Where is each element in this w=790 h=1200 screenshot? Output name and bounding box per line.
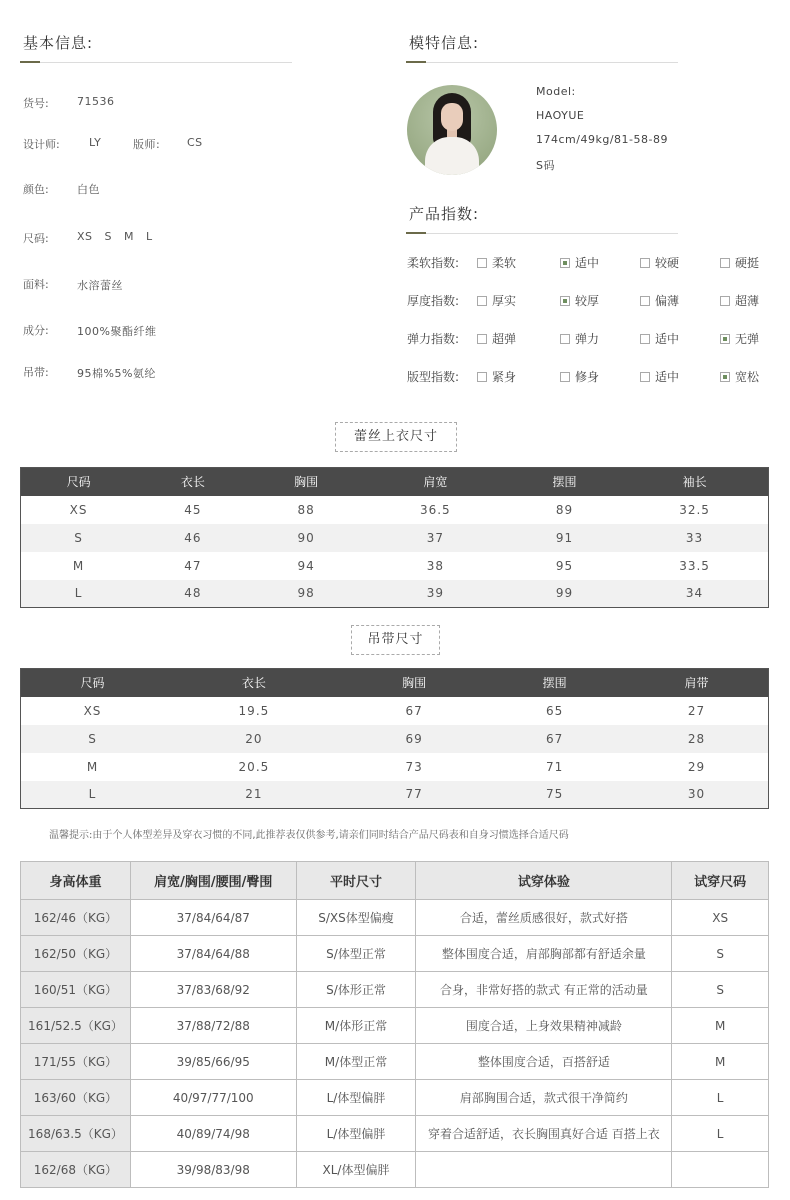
table-cell: 39 xyxy=(363,580,508,608)
table-cell: 46 xyxy=(136,524,249,552)
table-row xyxy=(21,697,769,725)
index-option xyxy=(560,292,599,309)
table-cell: 67 xyxy=(405,703,423,718)
table-cell: 合适，蕾丝质感很好，款式好搭 xyxy=(416,900,672,936)
table-cell: 37 xyxy=(363,524,508,552)
table-cell: S xyxy=(21,725,165,753)
model-info-accent xyxy=(406,61,426,63)
unchecked-box-icon xyxy=(720,258,730,268)
table-cell: 162/50（KG） xyxy=(21,936,131,972)
index-option xyxy=(720,254,759,271)
size-value: XS S M L xyxy=(77,230,153,243)
strap-label: 吊带: xyxy=(23,366,49,379)
table-cell: 75 xyxy=(484,781,625,809)
table-cell: 20.5 xyxy=(238,759,270,774)
table-cell: 71 xyxy=(546,759,564,774)
model-info-title: 模特信息: xyxy=(409,34,480,52)
index-option xyxy=(720,368,759,385)
unchecked-box-icon xyxy=(560,372,570,382)
table-cell: S/XS体型偏瘦 xyxy=(296,900,416,936)
table-cell: L xyxy=(21,781,165,809)
table-cell: 162/68（KG） xyxy=(21,1152,131,1188)
table-cell: 29 xyxy=(687,759,706,774)
index-option xyxy=(477,292,516,309)
table-cell: 20 xyxy=(164,725,344,753)
table-cell: L xyxy=(672,1116,769,1152)
column-header: 尺码 xyxy=(21,669,165,697)
table-cell: 47 xyxy=(184,558,202,573)
table-cell: 合身，非常好搭的款式 有正常的活动量 xyxy=(416,972,672,1008)
table-cell: 73 xyxy=(405,759,423,774)
table-cell: 19.5 xyxy=(238,703,270,718)
table-cell: 91 xyxy=(508,524,621,552)
basic-info-title: 基本信息: xyxy=(23,34,94,52)
table-cell: 161/52.5（KG） xyxy=(21,1008,131,1044)
column-header: 肩宽 xyxy=(363,468,508,496)
table-cell: S/体型正常 xyxy=(296,936,416,972)
column-header: 肩带 xyxy=(625,669,769,697)
table-cell: 38 xyxy=(426,558,444,573)
index-option-label: 柔软 xyxy=(492,256,517,270)
table-cell: 77 xyxy=(344,781,485,809)
unchecked-box-icon xyxy=(640,258,650,268)
table-cell: S xyxy=(672,972,769,1008)
index-option-label: 适中 xyxy=(575,256,600,270)
table-cell: 67 xyxy=(484,725,625,753)
table-cell: 33 xyxy=(621,524,768,552)
table-cell: 98 xyxy=(250,580,363,608)
composition-value: 100%聚酯纤维 xyxy=(77,325,157,338)
table-cell: S xyxy=(21,524,137,552)
table-cell: M/体形正常 xyxy=(296,1008,416,1044)
table-cell: 171/55（KG） xyxy=(21,1044,131,1080)
table-cell: 37/83/68/92 xyxy=(130,972,296,1008)
index-option-label: 硬挺 xyxy=(735,256,760,270)
column-header: 胸围 xyxy=(344,669,485,697)
table-cell: 30 xyxy=(625,781,769,809)
index-option xyxy=(640,292,679,309)
table-row xyxy=(21,781,769,809)
table-cell: 160/51（KG） xyxy=(21,972,131,1008)
product-index-divider xyxy=(406,233,678,234)
product-index-accent xyxy=(406,232,426,234)
table-cell xyxy=(416,1152,672,1188)
unchecked-box-icon xyxy=(640,334,650,344)
designer-label: 设计师: xyxy=(23,138,60,151)
index-option xyxy=(477,254,516,271)
index-option xyxy=(720,330,759,347)
unchecked-box-icon xyxy=(477,258,487,268)
table-row xyxy=(21,972,769,1008)
table-cell: L xyxy=(21,580,137,608)
unchecked-box-icon xyxy=(640,296,650,306)
table-cell: M/体型正常 xyxy=(296,1044,416,1080)
composition-label: 成分: xyxy=(23,324,49,337)
table-cell: 21 xyxy=(164,781,344,809)
table-cell: 穿着合适舒适，衣长胸围真好合适 百搭上衣 xyxy=(416,1116,672,1152)
column-header: 袖长 xyxy=(621,468,768,496)
unchecked-box-icon xyxy=(477,372,487,382)
table-cell: 34 xyxy=(621,580,768,608)
basic-info-divider xyxy=(20,62,292,63)
size-tip: 温馨提示:由于个人体型差异及穿衣习惯的不同,此推荐表仅供参考,请亲们同时结合产品尺码表和自身习惯选择合适尺码 xyxy=(49,830,569,841)
table-cell: 36.5 xyxy=(419,502,451,517)
unchecked-box-icon xyxy=(640,372,650,382)
table-cell: XL/体型偏胖 xyxy=(296,1152,416,1188)
table-row xyxy=(21,496,769,524)
index-option-label: 厚实 xyxy=(492,294,517,308)
column-header: 平时尺寸 xyxy=(296,862,416,900)
fabric-label: 面料: xyxy=(23,278,49,291)
column-header: 试穿尺码 xyxy=(672,862,769,900)
table-cell: 45 xyxy=(184,502,202,517)
table-cell: M xyxy=(672,1008,769,1044)
index-option xyxy=(560,254,599,271)
column-header: 衣长 xyxy=(136,468,249,496)
column-header: 摆围 xyxy=(508,468,621,496)
index-option xyxy=(560,330,599,347)
column-header: 衣长 xyxy=(164,669,344,697)
unchecked-box-icon xyxy=(720,296,730,306)
index-option xyxy=(477,330,516,347)
index-row-label: 柔软指数: xyxy=(407,256,460,270)
table-cell: 168/63.5（KG） xyxy=(21,1116,131,1152)
table-cell: 37/84/64/87 xyxy=(130,900,296,936)
table-cell: 48 xyxy=(136,580,249,608)
table-cell: 27 xyxy=(687,703,706,718)
table-row xyxy=(21,725,769,753)
table-row xyxy=(21,552,769,580)
unchecked-box-icon xyxy=(477,296,487,306)
column-header: 身高体重 xyxy=(21,862,131,900)
size-label: 尺码: xyxy=(23,232,49,245)
column-header: 尺码 xyxy=(21,468,137,496)
table-cell: 28 xyxy=(625,725,769,753)
index-row-label: 厚度指数: xyxy=(407,294,460,308)
model-info-divider xyxy=(406,62,678,63)
table-row xyxy=(21,1116,769,1152)
index-option xyxy=(477,368,516,385)
table-row xyxy=(21,753,769,781)
index-option-label: 弹力 xyxy=(575,332,600,346)
table-row xyxy=(21,524,769,552)
table-cell: L/体型偏胖 xyxy=(296,1116,416,1152)
column-header: 试穿体验 xyxy=(416,862,672,900)
table-cell: 65 xyxy=(546,703,564,718)
table-cell: 40/97/77/100 xyxy=(130,1080,296,1116)
unchecked-box-icon xyxy=(560,334,570,344)
checked-box-icon xyxy=(560,296,570,306)
fit-experience-table xyxy=(20,861,769,1188)
index-row-label: 版型指数: xyxy=(407,370,460,384)
model-stats: 174cm/49kg/81-58-89 xyxy=(536,133,668,146)
checked-box-icon xyxy=(720,372,730,382)
model-label: Model: xyxy=(536,85,576,98)
color-label: 颜色: xyxy=(23,183,49,196)
table-cell: 围度合适，上身效果精神减龄 xyxy=(416,1008,672,1044)
column-header: 肩宽/胸围/腰围/臀围 xyxy=(130,862,296,900)
table-cell: L xyxy=(672,1080,769,1116)
index-row-label: 弹力指数: xyxy=(407,332,460,346)
table-cell: 39/98/83/98 xyxy=(130,1152,296,1188)
designer-value: LY xyxy=(89,136,102,149)
table-row xyxy=(21,936,769,972)
index-option-label: 较厚 xyxy=(575,294,600,308)
table-cell: 37/84/64/88 xyxy=(130,936,296,972)
table-cell: 32.5 xyxy=(679,502,710,517)
table-cell: XS xyxy=(672,900,769,936)
index-option-label: 无弹 xyxy=(735,332,760,346)
table-cell: XS xyxy=(83,703,102,718)
color-value: 白色 xyxy=(77,183,100,196)
item-no-label: 货号: xyxy=(23,97,49,110)
table-cell: 33.5 xyxy=(679,558,710,573)
column-header: 胸围 xyxy=(250,468,363,496)
table-cell: 94 xyxy=(297,558,315,573)
index-option xyxy=(640,330,679,347)
table-cell: 整体围度合适，肩部胸部都有舒适余量 xyxy=(416,936,672,972)
table-cell: 整体围度合适，百搭舒适 xyxy=(416,1044,672,1080)
index-option xyxy=(640,368,679,385)
index-option-label: 适中 xyxy=(655,332,680,346)
table-cell: 90 xyxy=(250,524,363,552)
strap-size-table xyxy=(20,668,769,809)
table-cell: 肩部胸围合适，款式很干净简约 xyxy=(416,1080,672,1116)
table-row xyxy=(21,900,769,936)
table-cell: 163/60（KG） xyxy=(21,1080,131,1116)
unchecked-box-icon xyxy=(477,334,487,344)
index-option xyxy=(720,292,759,309)
index-option-label: 适中 xyxy=(655,370,680,384)
table-row xyxy=(21,1152,769,1188)
table-row xyxy=(21,1044,769,1080)
table-cell: S xyxy=(672,936,769,972)
table-cell: M xyxy=(672,1044,769,1080)
table-cell: S/体形正常 xyxy=(296,972,416,1008)
index-option-label: 较硬 xyxy=(655,256,680,270)
index-option xyxy=(560,368,599,385)
index-option-label: 超薄 xyxy=(735,294,760,308)
index-option-label: 超弹 xyxy=(492,332,517,346)
top-size-caption: 蕾丝上衣尺寸 xyxy=(335,422,457,452)
strap-size-caption: 吊带尺寸 xyxy=(351,625,440,655)
table-cell: M xyxy=(72,558,85,573)
model-name: HAOYUE xyxy=(536,109,585,122)
pattern-maker-label: 版师: xyxy=(133,138,161,151)
table-cell: 69 xyxy=(344,725,485,753)
table-cell: 99 xyxy=(508,580,621,608)
table-cell: M xyxy=(86,759,99,774)
table-row xyxy=(21,1008,769,1044)
index-option-label: 修身 xyxy=(575,370,600,384)
table-row xyxy=(21,580,769,608)
checked-box-icon xyxy=(560,258,570,268)
strap-value: 95棉%5%氨纶 xyxy=(77,367,156,380)
table-cell: 40/89/74/98 xyxy=(130,1116,296,1152)
pattern-maker-value: CS xyxy=(187,136,203,149)
basic-info-accent xyxy=(20,61,40,63)
table-row xyxy=(21,1080,769,1116)
model-size: S码 xyxy=(536,159,555,172)
item-no-value: 71536 xyxy=(77,95,115,108)
index-option-label: 偏薄 xyxy=(655,294,680,308)
top-size-table xyxy=(20,467,769,608)
index-option-label: 宽松 xyxy=(735,370,760,384)
table-cell: XS xyxy=(69,502,88,517)
table-cell: 162/46（KG） xyxy=(21,900,131,936)
table-cell: 39/85/66/95 xyxy=(130,1044,296,1080)
table-cell: L/体型偏胖 xyxy=(296,1080,416,1116)
fabric-value: 水溶蕾丝 xyxy=(77,279,123,292)
index-option xyxy=(640,254,679,271)
table-cell: 37/88/72/88 xyxy=(130,1008,296,1044)
product-index-title: 产品指数: xyxy=(409,205,480,223)
table-cell xyxy=(672,1152,769,1188)
table-cell: 89 xyxy=(555,502,574,517)
index-option-label: 紧身 xyxy=(492,370,517,384)
table-cell: 95 xyxy=(555,558,574,573)
checked-box-icon xyxy=(720,334,730,344)
model-avatar xyxy=(407,85,497,175)
column-header: 摆围 xyxy=(484,669,625,697)
table-cell: 88 xyxy=(297,502,315,517)
